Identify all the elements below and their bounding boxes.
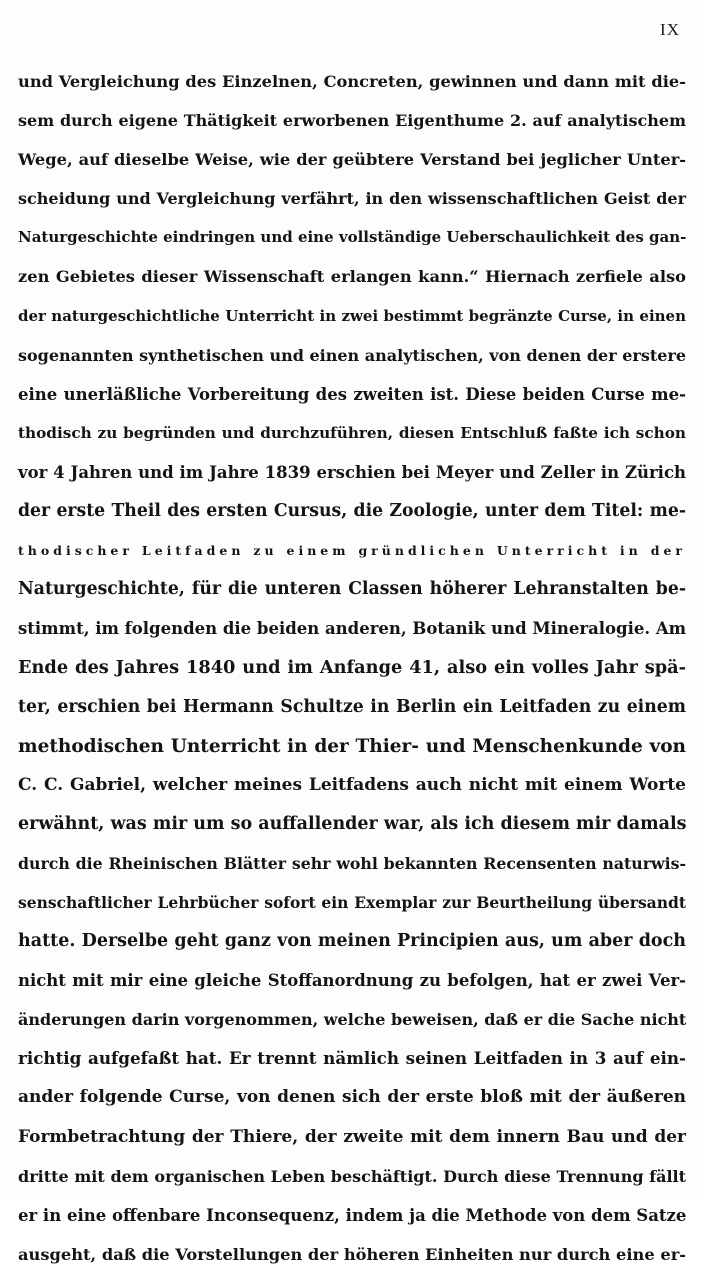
text-line: dritte mit dem organischen Leben beschäftigt. Durch diese Trennung fällt [18, 1166, 686, 1186]
text-line: sem durch eigene Thätigkeit erworbenen Eigenthume 2. auf analytischem [18, 111, 686, 131]
text-line: methodischen Unterricht in der Thier- und Menschenkunde von [18, 735, 686, 757]
text-line: hatte. Derselbe geht ganz von meinen Principien aus, um aber doch [18, 931, 686, 952]
text-line: ander folgende Curse, von denen sich der erste bloß mit der äußeren [18, 1087, 686, 1108]
text-line: und Vergleichung des Einzelnen, Concreten, gewinnen und dann mit die- [18, 72, 686, 91]
text-line: stimmt, im folgenden die beiden anderen, Botanik und Mineralogie. Am [18, 619, 687, 639]
text-line: thodischer Leitfaden zu einem gründlichen Unterricht in der [18, 543, 686, 559]
text-line: Naturgeschichte, für die unteren Classen höherer Lehranstalten be- [18, 579, 686, 600]
text-line: C. C. Gabriel, welcher meines Leitfadens auch nicht mit einem Worte [18, 774, 686, 795]
text-line: richtig aufgefaßt hat. Er trennt nämlich seinen Leitfaden in 3 auf ein- [18, 1048, 686, 1069]
text-line: der erste Theil des ersten Cursus, die Zoologie, unter dem Titel: me- [18, 501, 686, 522]
text-line: er in eine offenbare Inconsequenz, indem ja die Methode von dem Satze [18, 1205, 687, 1225]
text-line: eine unerläßliche Vorbereitung des zweiten ist. Diese beiden Curse me- [18, 384, 686, 404]
text-line: zen Gebietes dieser Wissenschaft erlangen kann.“ Hiernach zerfiele also [18, 267, 686, 287]
text-line: ter, erschien bei Hermann Schultze in Berlin ein Leitfaden zu einem [18, 696, 686, 717]
text-line: ausgeht, daß die Vorstellungen der höheren Einheiten nur durch eine er- [18, 1244, 686, 1264]
text-line: Wege, auf dieselbe Weise, wie der geübtere Verstand bei jeglicher Unter- [18, 150, 686, 170]
text-line: Naturgeschichte eindringen und eine vollständige Ueberschaulichkeit des gan- [18, 228, 687, 247]
page-number: IX [660, 20, 680, 39]
text-line: thodisch zu begründen und durchzuführen, diesen Entschluß faßte ich schon [18, 423, 686, 442]
text-line: sogenannten synthetischen und einen analytischen, von denen der erstere [18, 345, 687, 365]
text-line: erwähnt, was mir um so auffallender war, als ich diesem mir damals [18, 813, 687, 834]
text-line: nicht mit mir eine gleiche Stoffanordnung zu befolgen, hat er zwei Ver- [18, 971, 686, 991]
text-line: durch die Rheinischen Blätter sehr wohl bekannten Recensenten naturwis- [18, 853, 686, 873]
body-text [18, 62, 686, 1274]
text-line: scheidung und Vergleichung verfährt, in den wissenschaftlichen Geist der [18, 189, 686, 209]
text-line: der naturgeschichtliche Unterricht in zwei bestimmt begränzte Curse, in einen [18, 306, 686, 325]
text-line: Ende des Jahres 1840 und im Anfange 41, also ein volles Jahr spä- [18, 657, 686, 679]
text-line: änderungen darin vorgenommen, welche beweisen, daß er die Sache nicht [18, 1010, 687, 1030]
text-line: Formbetrachtung der Thiere, der zweite mit dem innern Bau und der [18, 1126, 686, 1147]
text-line: vor 4 Jahren und im Jahre 1839 erschien bei Meyer und Zeller in Zürich [18, 462, 686, 482]
text-line: senschaftlicher Lehrbücher sofort ein Exemplar zur Beurtheilung übersandt [18, 892, 686, 912]
